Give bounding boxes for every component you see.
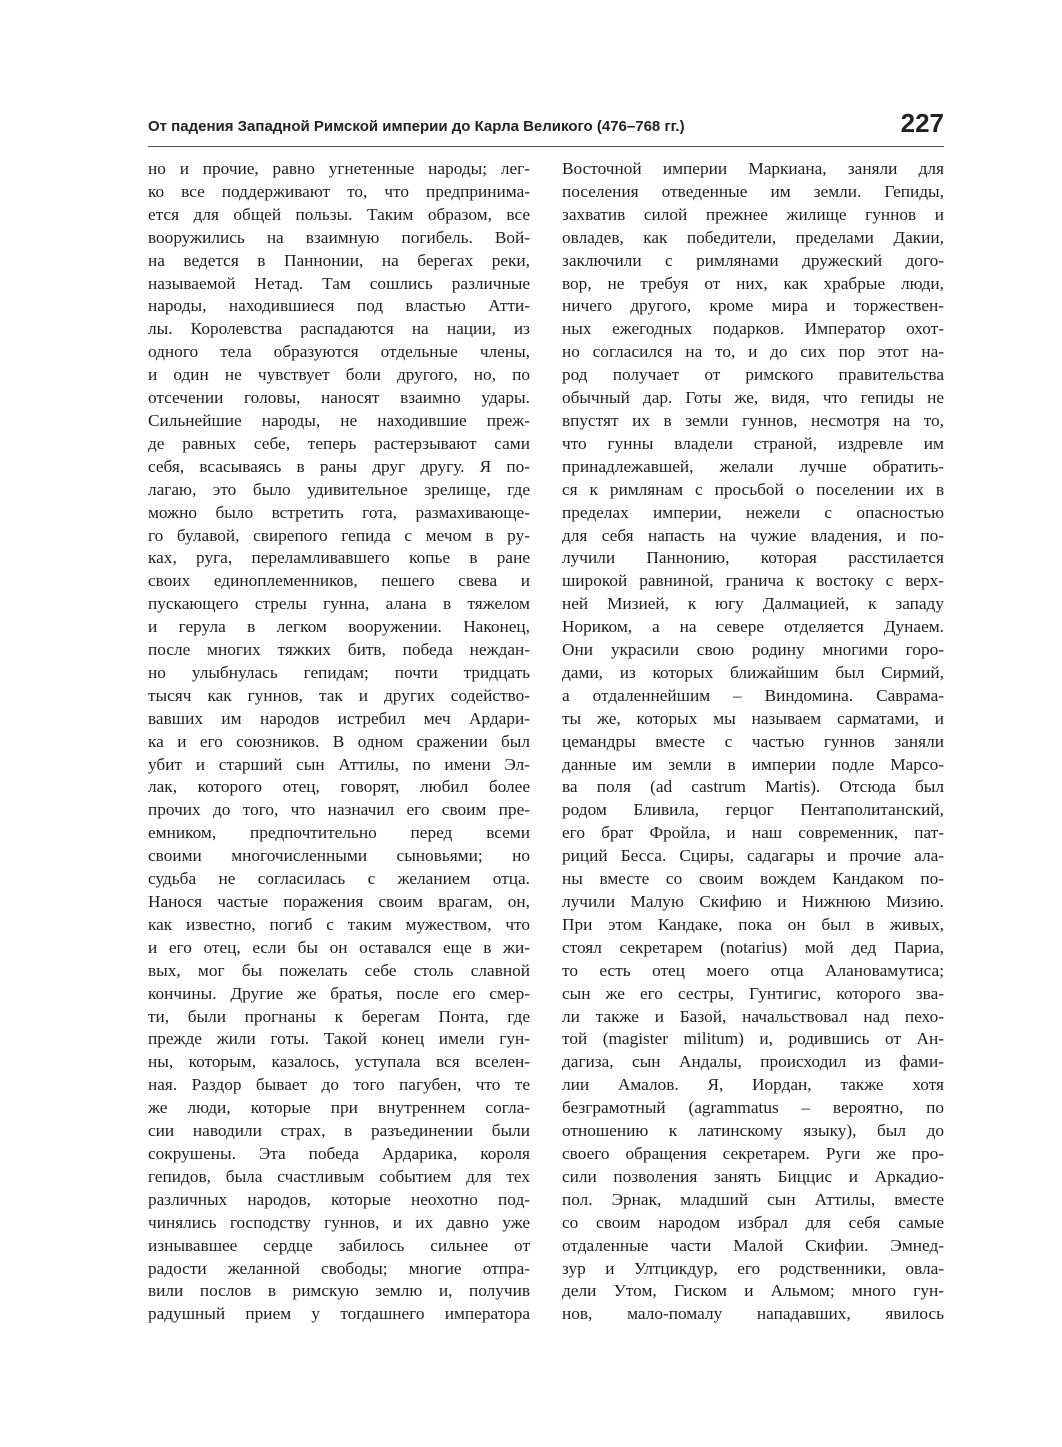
text-line: но согласился на то, и до сих пор этот на- — [562, 342, 944, 362]
text-line: ны вместе со своим вождем Кандаком по- — [562, 869, 944, 889]
text-line: лучили Паннонию, которая расстилается — [562, 548, 944, 568]
text-line: называемой Нетад. Там сошлись различные — [148, 273, 530, 293]
text-line: прежде жили готы. Такой конец имели гун- — [148, 1029, 530, 1049]
text-line: той (magister militum) и, родившись от Ан- — [562, 1029, 944, 1049]
text-line: емником, предпочтительно перед всеми — [148, 823, 530, 843]
text-line: де равных себе, теперь растерзывают сами — [148, 433, 530, 453]
text-line: ся к римлянам с просьбой о поселении их в — [562, 479, 944, 499]
text-line: риций Бесса. Сциры, садагары и прочие ала- — [562, 846, 944, 866]
text-line: ты же, которых мы называем сарматами, и — [562, 708, 944, 728]
text-line: своих единоплеменников, пешего свева и — [148, 571, 530, 591]
text-line: данные им земли в империи подле Марсо- — [562, 754, 944, 774]
text-line: нов, мало-помалу нападавших, явилось — [562, 1304, 944, 1324]
text-line: сокрушены. Эта победа Ардарика, короля — [148, 1143, 530, 1163]
text-line: различных народов, которые неохотно под- — [148, 1189, 530, 1209]
text-line: лагаю, это было удивительное зрелище, где — [148, 479, 530, 499]
text-line: и один не чувствует боли другого, но, по — [148, 365, 530, 385]
text-line: со своим народом избрал для себя самые — [562, 1212, 944, 1232]
text-line: то есть отец моего отца Алановамутиса; — [562, 960, 944, 980]
text-line: отсечении головы, наносят взаимно удары. — [148, 388, 530, 408]
text-line: стоял секретарем (notarius) мой дед Париа, — [562, 937, 944, 957]
page-header — [148, 108, 944, 148]
text-line: народы, находившиеся под властью Атти- — [148, 296, 530, 316]
text-line: лы. Королевства распадаются на нации, из — [148, 319, 530, 339]
text-line: ва поля (ad castrum Martis). Отсюда был — [562, 777, 944, 797]
text-line: а отдаленнейшим – Виндомина. Саврама- — [562, 685, 944, 705]
text-line: на ведется в Паннонии, на берегах реки, — [148, 250, 530, 270]
text-line: вооружились на взаимную погибель. Вой- — [148, 227, 530, 247]
text-line: впустят их в земли гуннов, несмотря на то, — [562, 410, 944, 430]
text-line: для себя напасть на чужие владения, и по- — [562, 525, 944, 545]
text-line: ко все поддерживают то, что предпринима- — [148, 181, 530, 201]
text-line: безграмотный (agrammatus – вероятно, по — [562, 1098, 944, 1118]
text-line: ка и его союзников. В одном сражении был — [148, 731, 530, 751]
text-line: отношению к латинскому языку), был до — [562, 1121, 944, 1141]
text-line: лучили Малую Скифию и Нижнюю Мизию. — [562, 892, 944, 911]
text-line: же люди, которые при внутреннем согла- — [148, 1098, 530, 1118]
text-line: вавших им народов истребил меч Ардари- — [148, 708, 530, 728]
text-line: Нанося частые поражения своим врагам, он, — [148, 892, 530, 911]
text-line: ней Мизией, к югу Далмацией, к западу — [562, 594, 944, 614]
text-line: своими многочисленными сыновьями; но — [148, 846, 530, 866]
text-line: пол. Эрнак, младший сын Аттилы, вместе — [562, 1189, 944, 1209]
running-title: От падения Западной Римской империи до Карла Великого (476–768 гг.) — [148, 118, 685, 135]
text-line: кончины. Другие же братья, после его смер- — [148, 983, 530, 1003]
text-line: сили позволения занять Биццис и Аркадио- — [562, 1166, 944, 1186]
text-line: обычный дар. Готы же, видя, что гепиды не — [562, 388, 944, 408]
text-line: захватив силой прежнее жилище гуннов и — [562, 204, 944, 224]
text-line: но и прочие, равно угнетенные народы; лег- — [148, 159, 530, 178]
text-line: ется для общей пользы. Таким образом, все — [148, 204, 530, 224]
text-line: можно было встретить гота, размахивающе- — [148, 502, 530, 522]
header-rule — [148, 146, 944, 147]
text-line: Нориком, а на севере отделяется Дунаем. — [562, 617, 944, 637]
text-line: Восточной империи Маркиана, заняли для — [562, 159, 944, 178]
text-line: род получает от римского правительства — [562, 365, 944, 385]
text-line: При этом Кандаке, пока он был в живых, — [562, 914, 944, 934]
text-line: родом Бливила, герцог Пентаполитанский, — [562, 800, 944, 820]
text-line: ках, руга, переламливавшего копье в ране — [148, 548, 530, 568]
text-line: ли также и Базой, начальствовал над пехо- — [562, 1006, 944, 1026]
text-line: убит и старший сын Аттилы, по имени Эл- — [148, 754, 530, 774]
text-line: одного тела образуются отдельные члены, — [148, 342, 530, 362]
text-line: сии наводили страх, в разъединении были — [148, 1121, 530, 1141]
text-line: принадлежавшей, желали лучше обратить- — [562, 456, 944, 476]
text-line: прочих до того, что назначил его своим пре- — [148, 800, 530, 820]
text-line: вили послов в римскую землю и, получив — [148, 1281, 530, 1301]
text-line: сын же его сестры, Гунтигис, которого зва- — [562, 983, 944, 1003]
text-line: его брат Фройла, и наш современник, пат- — [562, 823, 944, 843]
text-line: чинялись господству гуннов, и их давно уже — [148, 1212, 530, 1232]
text-line: пускающего стрелы гунна, алана в тяжелом — [148, 594, 530, 614]
text-line: ничего другого, кроме мира и торжествен- — [562, 296, 944, 316]
text-line: ны, которым, казалось, уступала вся вселен- — [148, 1052, 530, 1072]
text-line: после многих тяжких битв, победа неждан- — [148, 640, 530, 660]
text-line: что гунны владели страной, издревле им — [562, 433, 944, 453]
text-line: Они украсили свою родину многими горо- — [562, 640, 944, 660]
text-line: тысяч как гуннов, так и других содейство- — [148, 685, 530, 705]
text-line: вор, не требуя от них, как храбрые люди, — [562, 273, 944, 293]
text-line: широкой равниной, гранича к востоку с верх- — [562, 571, 944, 591]
text-line: вых, мог бы пожелать себе столь славной — [148, 960, 530, 980]
right-text-column — [562, 158, 944, 1326]
text-line: и его отец, если бы он оставался еще в жи- — [148, 937, 530, 957]
text-line: но улыбнулась гепидам; почти тридцать — [148, 662, 530, 682]
text-line: ных ежегодных подарков. Император охот- — [562, 319, 944, 339]
text-line: заключили с римлянами дружеский дого- — [562, 250, 944, 270]
text-line: и герула в легком вооружении. Наконец, — [148, 617, 530, 637]
text-line: гепидов, была счастливым событием для тех — [148, 1166, 530, 1186]
text-line: ная. Раздор бывает до того пагубен, что те — [148, 1075, 530, 1095]
text-line: радушный прием у тогдашнего императора — [148, 1304, 530, 1324]
text-line: себя, всасываясь в раны друг другу. Я по- — [148, 456, 530, 476]
text-line: лак, которого отец, говорят, любил более — [148, 777, 530, 797]
text-line: лии Амалов. Я, Иордан, также хотя — [562, 1075, 944, 1095]
text-line: овладев, как победители, пределами Дакии, — [562, 227, 944, 247]
text-line: дели Утом, Гиском и Альмом; много гун- — [562, 1281, 944, 1301]
text-line: радости желанной свободы; многие отпра- — [148, 1258, 530, 1278]
left-text-column — [148, 158, 530, 1326]
text-line: дагиза, сын Андалы, происходил из фами- — [562, 1052, 944, 1072]
text-line: поселения отведенные им земли. Гепиды, — [562, 181, 944, 201]
text-line: пределах империи, нежели с опасностью — [562, 502, 944, 522]
text-line: своего обращения секретарем. Руги же про- — [562, 1143, 944, 1163]
text-line: как известно, погиб с таким мужеством, что — [148, 914, 530, 934]
text-line: го булавой, свирепого гепида с мечом в ру- — [148, 525, 530, 545]
text-line: дами, из которых ближайшим был Сирмий, — [562, 662, 944, 682]
text-line: цемандры вместе с частью гуннов заняли — [562, 731, 944, 751]
text-line: ти, были прогнаны к берегам Понта, где — [148, 1006, 530, 1026]
text-line: отдаленные части Малой Скифии. Эмнед- — [562, 1235, 944, 1255]
page-number: 227 — [900, 108, 944, 138]
text-line: Сильнейшие народы, не находившие преж- — [148, 410, 530, 430]
text-line: судьба не согласилась с желанием отца. — [148, 869, 530, 889]
text-line: изнывавшее сердце забилось сильнее от — [148, 1235, 530, 1255]
text-line: зур и Ултцикдур, его родственники, овла- — [562, 1258, 944, 1278]
